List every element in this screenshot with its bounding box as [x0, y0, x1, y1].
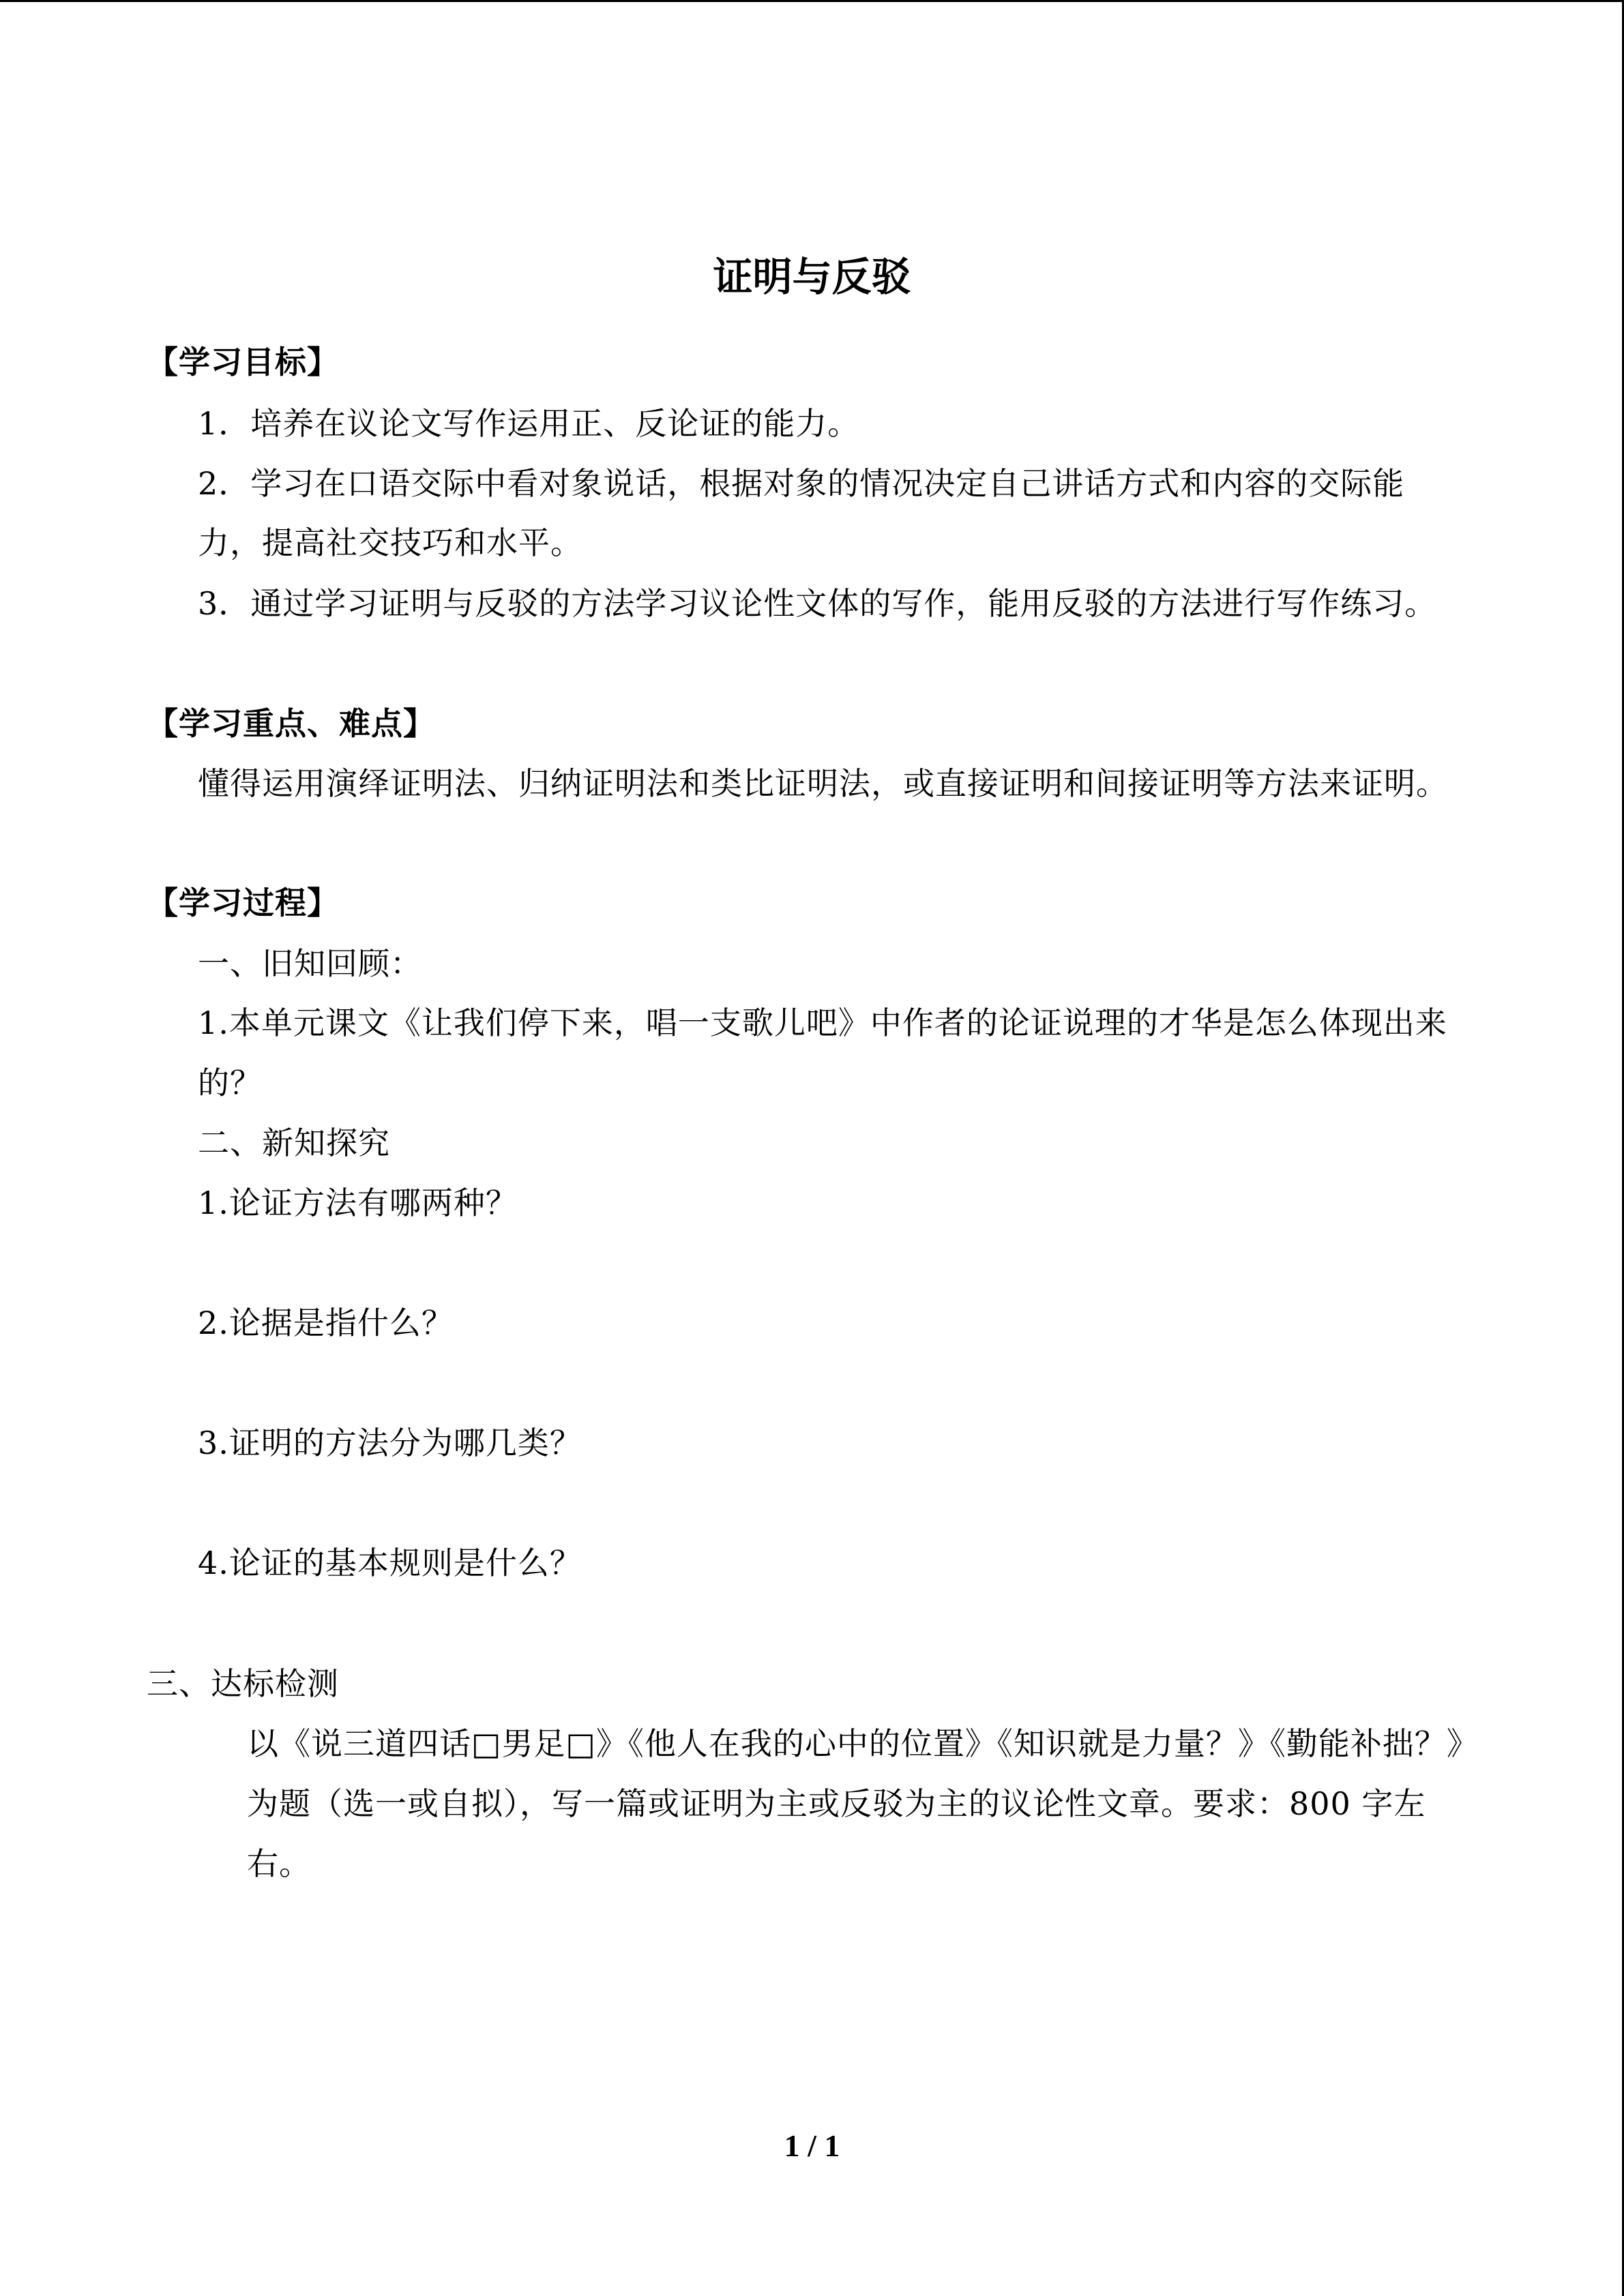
explore-heading: 二、新知探究 [198, 1124, 390, 1161]
test-line-2: 为题（选一或自拟），写一篇或证明为主或反驳为主的议论性文章。要求：800 字左 [247, 1785, 1426, 1822]
review-heading: 一、旧知回顾： [198, 945, 422, 982]
document-title: 证明与反驳 [713, 254, 911, 300]
page-number: 1 / 1 [784, 2128, 840, 2163]
explore-question-1: 1.论证方法有哪两种？ [198, 1184, 518, 1221]
explore-question-4: 4.论证的基本规则是什么？ [198, 1545, 582, 1581]
explore-question-3: 3.证明的方法分为哪几类？ [198, 1425, 582, 1461]
key-points-heading: 【学习重点、难点】 [147, 705, 435, 742]
goal-item-3: 3．通过学习证明与反驳的方法学习议论性文体的写作，能用反驳的方法进行写作练习。 [198, 585, 1437, 622]
goal-item-2-continued: 力，提高社交技巧和水平。 [198, 524, 582, 561]
explore-question-2: 2.论据是指什么？ [198, 1304, 454, 1341]
test-line-3: 右。 [247, 1845, 311, 1882]
review-question-line-2: 的？ [198, 1064, 262, 1101]
test-heading: 三、达标检测 [147, 1665, 339, 1702]
goals-heading: 【学习目标】 [147, 344, 339, 381]
test-line-1: 以《说三道四话□男足□》《他人在我的心中的位置》《知识就是力量？》《勤能补拙？》 [247, 1725, 1479, 1762]
process-heading: 【学习过程】 [147, 884, 339, 921]
key-points-text: 懂得运用演绎证明法、归纳证明法和类比证明法，或直接证明和间接证明等方法来证明。 [198, 765, 1448, 802]
goal-item-2: 2．学习在口语交际中看对象说话，根据对象的情况决定自己讲话方式和内容的交际能 [198, 465, 1405, 502]
review-question-line-1: 1.本单元课文《让我们停下来，唱一支歌儿吧》中作者的论证说理的才华是怎么体现出来 [198, 1004, 1447, 1041]
goal-item-1: 1．培养在议论文写作运用正、反论证的能力。 [198, 405, 860, 442]
